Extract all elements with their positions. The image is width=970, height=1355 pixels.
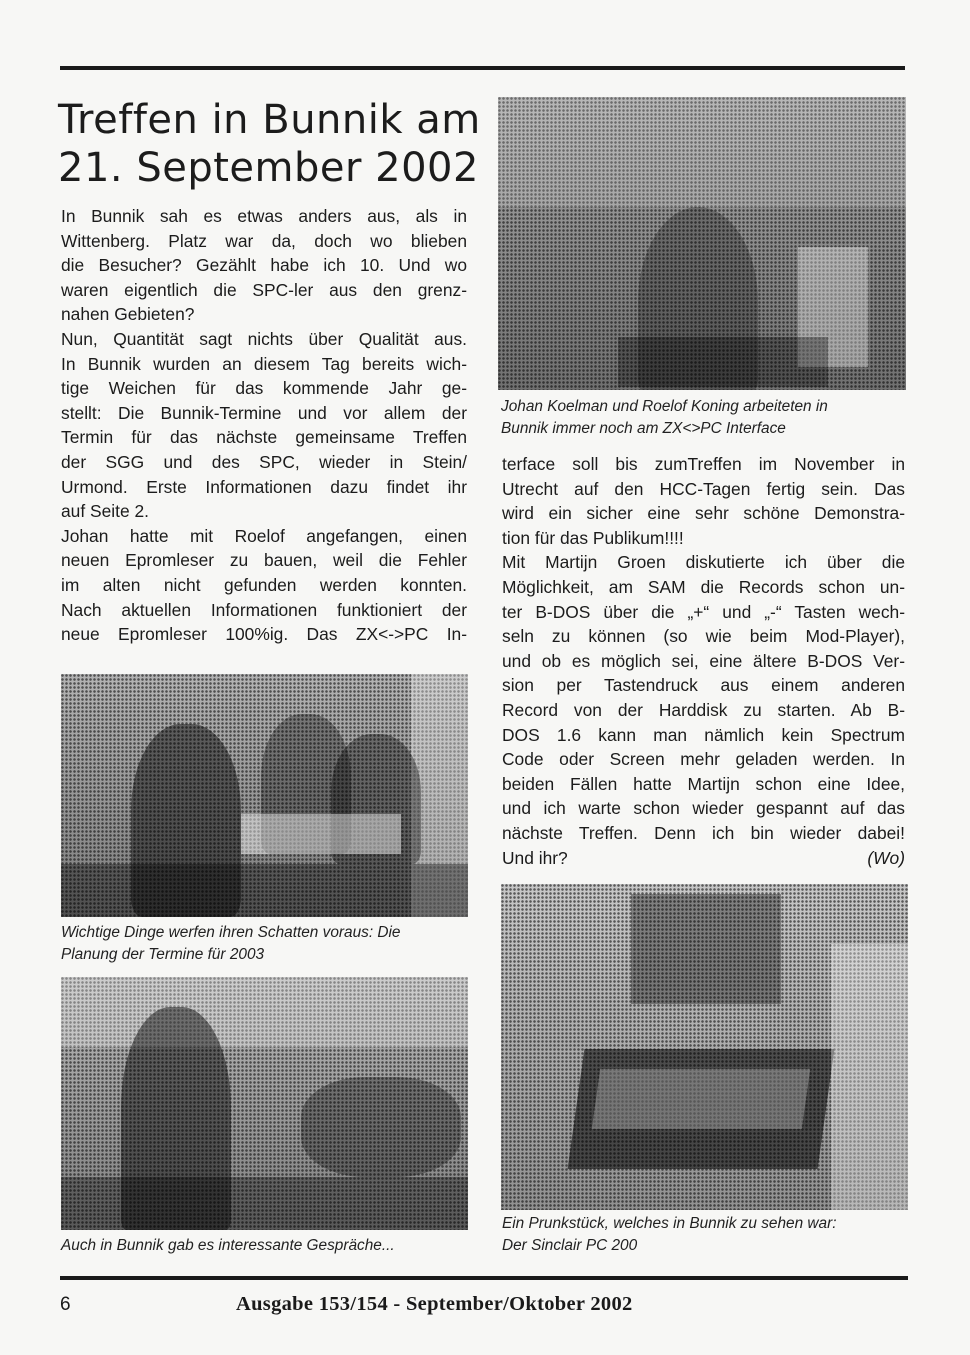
paragraph-4 — [502, 452, 905, 550]
text-line: im alten nicht gefunden werden konnten. — [61, 574, 467, 595]
headline-line-1: Treffen in Bunnik am — [58, 97, 481, 143]
caption-line: Auch in Bunnik gab es interessante Gespräche... — [61, 1237, 395, 1254]
text-line: In Bunnik wurden an diesem Tag bereits wich- — [61, 353, 467, 374]
text-line: In Bunnik sah es etwas anders aus, als in — [61, 206, 467, 226]
text-line: neue Epromleser 100%ig. Das ZX<->PC In- — [61, 624, 467, 645]
text-line: Wittenberg. Platz war da, doch wo blieben — [61, 230, 467, 251]
text-line: nächste Treffen. Denn ich bin wieder dabei! — [502, 822, 905, 843]
photo-sinclair-pc200 — [501, 884, 908, 1210]
top-rule — [60, 66, 905, 70]
paragraph-3 — [61, 524, 467, 647]
text-line: Möglichkeit, am SAM die Records schon un- — [502, 576, 905, 597]
photo-koelman-koning — [498, 97, 906, 390]
caption-line: Ein Prunkstück, welches in Bunnik zu sehen war: — [502, 1215, 837, 1232]
text-line: ter B-DOS über die „+“ und „-“ Tasten wech- — [502, 601, 905, 622]
text-line: Nach aktuellen Informationen funktioniert der — [61, 599, 467, 620]
text-line: DOS 1.6 kann man nämlich kein Spectrum — [502, 724, 905, 745]
text-line: der SGG und des SPC, wieder in Stein/ — [61, 451, 467, 472]
caption-line: Bunnik immer noch am ZX<>PC Interface — [501, 419, 786, 437]
photo-planning-meeting — [61, 674, 468, 917]
caption-line: Der Sinclair PC 200 — [502, 1236, 638, 1254]
text-line: beiden Fällen hatte Martijn schon eine Idee, — [502, 773, 905, 794]
page-number: 6 — [60, 1294, 71, 1315]
left-text-column — [61, 204, 467, 647]
caption-photo-bottom-right — [502, 1213, 907, 1256]
text-line: sion per Tastendruck aus einem anderen — [502, 675, 905, 696]
text-line: wird ein sicher eine sehr schöne Demonstra- — [502, 503, 905, 524]
article-headline — [58, 96, 481, 192]
right-text-column — [502, 452, 905, 870]
headline-line-2: 21. September 2002 — [58, 145, 479, 191]
paragraph-5 — [502, 550, 905, 845]
text-line: nahen Gebieten? — [61, 304, 195, 325]
text-line: und ob es möglich sei, eine ältere B-DOS Ver- — [502, 650, 905, 671]
text-line: Johan hatte mit Roelof angefangen, einen — [61, 525, 467, 546]
text-line: stellt: Die Bunnik-Termine und vor allem der — [61, 402, 467, 423]
text-line: auf Seite 2. — [61, 501, 149, 522]
text-line: tige Weichen für das kommende Jahr ge- — [61, 378, 467, 399]
text-line: tion für das Publikum!!!! — [502, 527, 684, 548]
issue-footer: Ausgabe 153/154 - September/Oktober 2002 — [236, 1293, 633, 1315]
caption-photo-bottom-left — [61, 1235, 469, 1257]
caption-line: Planung der Termine für 2003 — [61, 945, 265, 963]
caption-line: Johan Koelman und Roelof Koning arbeiteten in — [501, 398, 828, 415]
text-line: neuen Epromleser zu bauen, weil die Fehler — [61, 550, 467, 571]
text-line: terface soll bis zumTreffen im November in — [502, 454, 905, 474]
text-line: Termin für das nächste gemeinsame Treffen — [61, 427, 467, 448]
closing-line — [502, 846, 905, 871]
paragraph-2 — [61, 327, 467, 524]
text-line: Nun, Quantität sagt nichts über Qualität aus. — [61, 328, 467, 349]
text-line: Mit Martijn Groen diskutierte ich über die — [502, 552, 905, 573]
text-line: die Besucher? Gezählt habe ich 10. Und wo — [61, 255, 467, 276]
text-line: Utrecht auf den HCC-Tagen fertig sein. Das — [502, 478, 905, 499]
photo-conversations — [61, 977, 468, 1230]
caption-photo-mid-left — [61, 922, 469, 965]
paragraph-1 — [61, 204, 467, 327]
text-line: Urmond. Erste Informationen dazu findet ihr — [61, 476, 467, 497]
bottom-rule — [60, 1276, 908, 1280]
author-signature: (Wo) — [867, 847, 905, 868]
text-line: und ich warte schon wieder gespannt auf das — [502, 798, 905, 819]
text-line: waren eigentlich die SPC-ler aus den grenz- — [61, 279, 467, 300]
text-line: Record von der Harddisk zu starten. Ab B- — [502, 699, 905, 720]
text-line: Code oder Screen mehr geladen werden. In — [502, 749, 905, 770]
caption-line: Wichtige Dinge werfen ihren Schatten voraus: Die — [61, 924, 401, 941]
caption-photo-top-right — [501, 396, 906, 439]
text-line: seln zu können (so wie beim Mod-Player), — [502, 626, 905, 647]
closing-text: Und ihr? — [502, 847, 568, 868]
